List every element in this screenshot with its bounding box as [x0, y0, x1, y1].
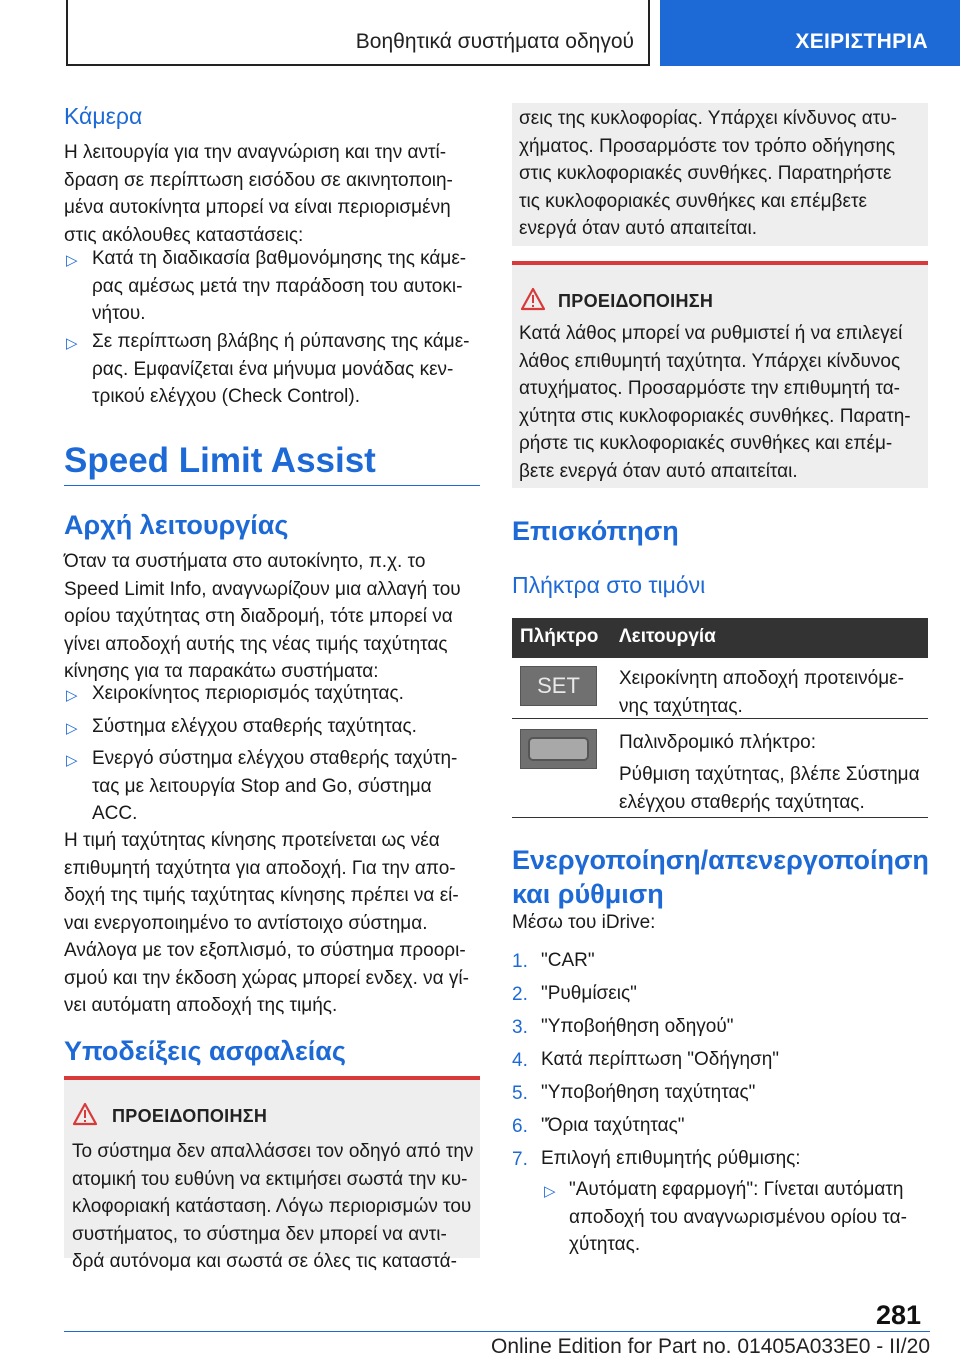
warning-triangle-icon: [520, 287, 546, 311]
title-rule: [64, 485, 480, 486]
principle-bullet-1: Χειροκίνητος περιορισμός ταχύτητας.: [92, 683, 404, 704]
camera-heading: Κάμερα: [64, 103, 143, 129]
table-col-function: Λειτουργία: [619, 626, 716, 647]
activation-heading: Ενεργοποίηση/απενεργοποίηση και ρύθμιση: [512, 845, 929, 909]
table-row-divider: [512, 718, 928, 719]
table-col-key: Πλήκτρο: [520, 626, 599, 647]
warning-title-1: ΠΡΟΕΙΔΟΠΟΙΗΣΗ: [112, 1106, 268, 1126]
via-idrive: Μέσω του iDrive:: [512, 912, 656, 933]
warning-continuation-text: σεις της κυκλοφορίας. Υπάρχει κίνδυνος ατυ- χήματος. Προσαρμόστε τον τρόπο οδήγησης στις κυκλοφοριακές συνθήκες. Παρατηρήστε τις κυκλοφοριακές συνθήκες και επέμβετε ενεργά όταν αυτό απαιτείται.: [519, 108, 897, 239]
step-item: Επιλογή επιθυμητής ρύθμισης:: [541, 1148, 801, 1169]
set-button-icon: SET: [520, 666, 597, 706]
overview-heading: Επισκόπηση: [512, 516, 679, 546]
table-bottom-rule: [512, 817, 928, 818]
section-title: Βοηθητικά συστήματα οδηγού: [355, 30, 634, 53]
warning-text-2: Κατά λάθος μπορεί να ρυθμιστεί ή να επιλεγεί λάθος επιθυμητή ταχύτητα. Υπάρχει κίνδυνος ατυχήματος. Προσαρμόστε την επιθυμητή τα- χύτητα στις κυκλοφοριακές συνθήκες. Παρατη- ρήστε τις κυκλοφοριακές συνθήκες και επέμ- βετε ενεργά όταν αυτό απαιτείται.: [519, 323, 911, 482]
warning-text-1: Το σύστημα δεν απαλλάσσει τον οδηγό από την ατομική του ευθύνη να εκτιμήσει σωστά την κυ- κλοφοριακή κατάσταση. Λόγω περιορισμών του συστήματος, το σύστημα δεν μπορεί να αντι- δρά αυτόνομα και σωστά σε όλες τις καταστά-: [72, 1141, 474, 1272]
step-number: 5.: [512, 1083, 528, 1104]
principle-bullet-3: Ενεργό σύστημα ελέγχου σταθερής ταχύτη- τας με λειτουργία Stop and Go, σύστημα ACC.: [92, 748, 458, 824]
bullet-triangle-icon: ▷: [544, 1183, 556, 1200]
keys-heading: Πλήκτρα στο τιμόνι: [512, 572, 706, 598]
step-item: "Υποβοήθηση ταχύτητας": [541, 1082, 756, 1103]
step-number: 1.: [512, 951, 528, 972]
principle-bullet-2: Σύστημα ελέγχου σταθερής ταχύτητας.: [92, 716, 417, 737]
camera-bullet-1: Κατά τη διαδικασία βαθμονόμησης της κάμε- ρας αμέσως μετά την παράδοση του αυτοκι- νήτου.: [92, 248, 467, 324]
step-number: 3.: [512, 1017, 528, 1038]
safety-heading: Υποδείξεις ασφαλείας: [64, 1036, 346, 1066]
step-item: "Όρια ταχύτητας": [541, 1115, 685, 1136]
rocker-button-icon: [520, 729, 597, 769]
step-number: 7.: [512, 1149, 528, 1170]
principle-heading: Αρχή λειτουργίας: [64, 510, 289, 540]
sub-bullet-automatic: "Αυτόματη εφαρμογή": Γίνεται αυτόματη αποδοχή του αναγνωρισμένου ορίου τα- χύτητας.: [569, 1179, 907, 1255]
step-number: 4.: [512, 1050, 528, 1071]
step-number: 2.: [512, 984, 528, 1005]
table-row-2-label: Παλινδρομικό πλήκτρο:: [619, 732, 816, 753]
page-number: 281: [876, 1300, 922, 1330]
equipment-paragraph: Ανάλογα με τον εξοπλισμό, το σύστημα προορι- σμού και την έκδοση χώρας μπορεί ενδεχ. να γί- νει αυτόματη αποδοχή της τιμής.: [64, 940, 469, 1016]
bullet-triangle-icon: ▷: [66, 720, 78, 737]
main-title: Speed Limit Assist: [64, 441, 376, 480]
bullet-triangle-icon: ▷: [66, 252, 78, 269]
warning-title-2: ΠΡΟΕΙΔΟΠΟΙΗΣΗ: [558, 291, 714, 311]
camera-paragraph: Η λειτουργία για την αναγνώριση και την αντί- δραση σε περίπτωση εισόδου σε ακινητοποιη- μένα αυτοκίνητα μπορεί να είναι περιορισμένη στις ακόλουθες καταστάσεις:: [64, 142, 453, 246]
table-row-2-function: Ρύθμιση ταχύτητας, βλέπε Σύστημα ελέγχου σταθερής ταχύτητας.: [619, 764, 920, 813]
warning-triangle-icon: [72, 1102, 98, 1126]
step-item: Κατά περίπτωση "Οδήγηση": [541, 1049, 780, 1070]
suggestion-paragraph: Η τιμή ταχύτητας κίνησης προτείνεται ως νέα επιθυμητή ταχύτητα για αποδοχή. Για την απο- δοχή της τιμής ταχύτητας κίνησης πρέπει να εί- ναι ενεργοποιημένο το αντίστοιχο σύστημα.: [64, 830, 459, 934]
chapter-tab-label: ΧΕΙΡΙΣΤΗΡΙΑ: [795, 30, 928, 53]
bullet-triangle-icon: ▷: [66, 752, 78, 769]
principle-paragraph: Όταν τα συστήματα στο αυτοκίνητο, π.χ. το Speed Limit Info, αναγνωρίζουν μια αλλαγή του ορίου ταχύτητας στη διαδρομή, τότε μπορεί να γίνει αποδοχή αυτής της νέας τιμής ταχύτητας κίνησης για τα παρακάτω συστήματα:: [64, 551, 461, 682]
bullet-triangle-icon: ▷: [66, 335, 78, 352]
bullet-triangle-icon: ▷: [66, 687, 78, 704]
footer-edition: Online Edition for Part no. 01405A033E0 - II/20: [491, 1335, 930, 1358]
table-row-1-function: Χειροκίνητη αποδοχή προτεινόμε- νης ταχύτητας.: [619, 668, 904, 717]
step-item: "CAR": [541, 950, 595, 971]
step-item: "Ρυθμίσεις": [541, 983, 637, 1004]
footer-rule: [64, 1331, 930, 1332]
step-number: 6.: [512, 1116, 528, 1137]
camera-bullet-2: Σε περίπτωση βλάβης ή ρύπανσης της κάμε- ρας. Εμφανίζεται ένα μήνυμα μονάδας κεν- τρικού ελέγχου (Check Control).: [92, 331, 470, 407]
step-item: "Υποβοήθηση οδηγού": [541, 1016, 734, 1037]
